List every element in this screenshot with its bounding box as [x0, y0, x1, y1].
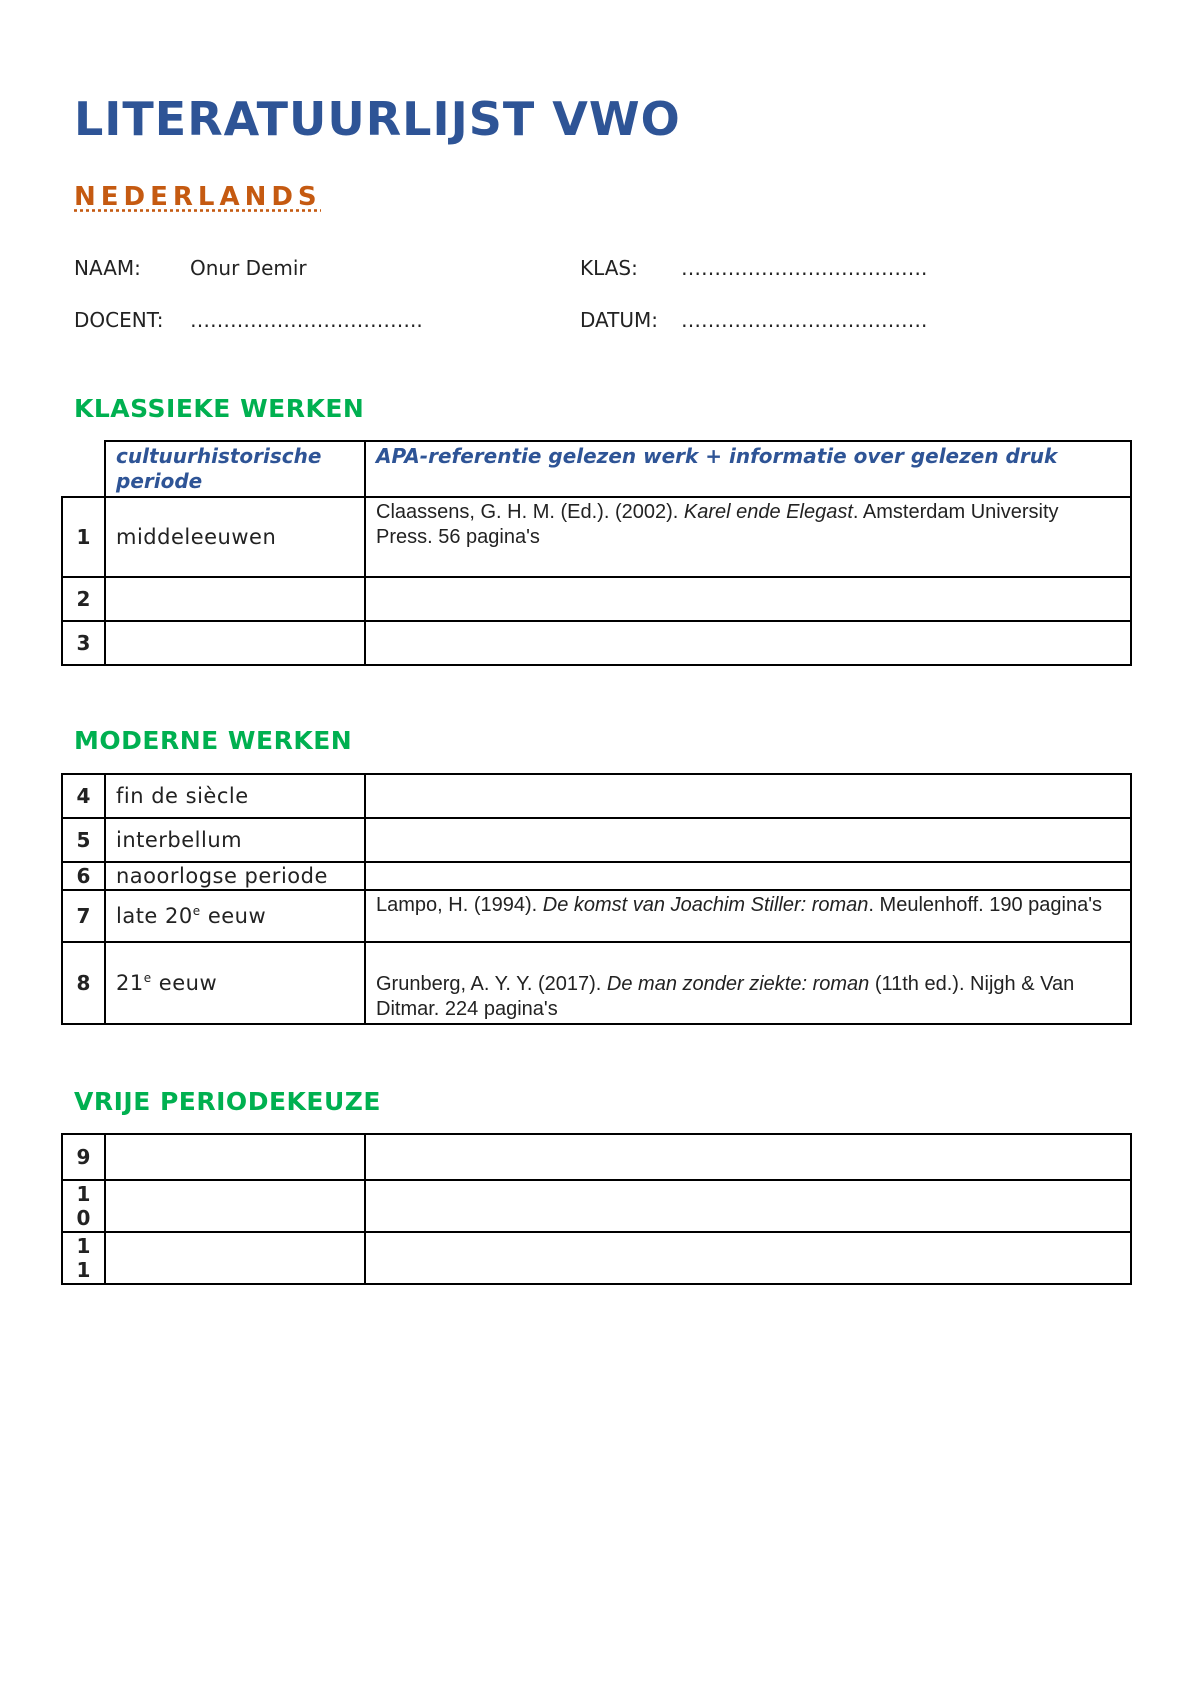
period-cell[interactable]	[105, 890, 365, 942]
reference-publisher: (11th ed.). Nijgh & Van Ditmar. 224 pagina's	[376, 973, 1075, 1020]
period-cell[interactable]	[105, 942, 365, 1024]
period-cell[interactable]	[105, 621, 365, 665]
docent-label: DOCENT:	[74, 308, 164, 332]
row-number: 4	[62, 774, 105, 818]
period-cell[interactable]: fin de siècle	[105, 774, 365, 818]
reference-cell[interactable]	[365, 942, 1131, 1024]
period-cell[interactable]: naoorlogse periode	[105, 862, 365, 890]
period-text-suffix: eeuw	[151, 971, 218, 995]
reference-cell[interactable]	[365, 497, 1131, 577]
reference-cell[interactable]	[365, 890, 1131, 942]
vrije-periodekeuze-table	[61, 1133, 1132, 1285]
row-number: 5	[62, 818, 105, 862]
reference-publisher: . Meulenhoff. 190 pagina's	[868, 894, 1103, 916]
period-cell[interactable]	[105, 577, 365, 621]
row-number: 1	[62, 497, 105, 577]
reference-cell[interactable]	[365, 862, 1131, 890]
table-row	[62, 577, 1131, 621]
section-vrije-periodekeuze: VRIJE PERIODEKEUZE	[74, 1087, 381, 1116]
header-empty-cell	[62, 441, 105, 497]
period-superscript: e	[192, 904, 201, 918]
subject-heading: NEDERLANDS	[74, 182, 322, 212]
row-number: 11	[62, 1232, 105, 1284]
table-row	[62, 497, 1131, 577]
datum-value: ……………………………….	[681, 308, 928, 332]
naam-field	[74, 256, 307, 280]
naam-value: Onur Demir	[190, 256, 307, 280]
row-number: 8	[62, 942, 105, 1024]
table-row	[62, 1180, 1131, 1232]
reference-cell[interactable]	[365, 1180, 1131, 1232]
period-cell[interactable]	[105, 1232, 365, 1284]
klassieke-werken-table	[61, 440, 1132, 666]
section-moderne-werken: MODERNE WERKEN	[74, 726, 353, 755]
datum-label: DATUM:	[580, 308, 659, 332]
reference-author: Lampo, H. (1994).	[376, 894, 543, 916]
table-row	[62, 818, 1131, 862]
reference-cell[interactable]	[365, 577, 1131, 621]
table-row	[62, 890, 1131, 942]
reference-title: Karel ende Elegast	[683, 501, 853, 523]
klas-value: ……………………………….	[681, 256, 928, 280]
period-cell[interactable]: interbellum	[105, 818, 365, 862]
reference-author: Grunberg, A. Y. Y. (2017).	[376, 973, 607, 995]
row-number: 3	[62, 621, 105, 665]
period-cell[interactable]: middeleeuwen	[105, 497, 365, 577]
datum-field	[580, 308, 928, 332]
period-text: 21	[116, 971, 144, 995]
table-row	[62, 1134, 1131, 1180]
reference-cell[interactable]	[365, 1232, 1131, 1284]
header-referentie: APA-referentie gelezen werk + informatie over gelezen druk	[365, 441, 1131, 497]
reference-cell[interactable]	[365, 774, 1131, 818]
row-number: 10	[62, 1180, 105, 1232]
section-klassieke-werken: KLASSIEKE WERKEN	[74, 394, 365, 423]
docent-field	[74, 308, 423, 332]
table-row	[62, 621, 1131, 665]
klas-label: KLAS:	[580, 256, 638, 280]
reference-title: De komst van Joachim Stiller: roman	[542, 894, 869, 916]
table-row	[62, 942, 1131, 1024]
reference-publisher: . Amsterdam University Press. 56 pagina's	[376, 501, 1059, 548]
reference-cell[interactable]	[365, 621, 1131, 665]
naam-label: NAAM:	[74, 256, 141, 280]
table-row	[62, 862, 1131, 890]
klas-field	[580, 256, 928, 280]
docent-value: ……………………………..	[190, 308, 423, 332]
table-header-row	[62, 441, 1131, 497]
period-superscript: e	[143, 971, 152, 985]
reference-title: De man zonder ziekte: roman	[606, 973, 870, 995]
moderne-werken-table	[61, 773, 1132, 1025]
row-number: 6	[62, 862, 105, 890]
reference-cell[interactable]	[365, 1134, 1131, 1180]
row-number: 7	[62, 890, 105, 942]
row-number: 9	[62, 1134, 105, 1180]
table-row	[62, 774, 1131, 818]
reference-cell[interactable]	[365, 818, 1131, 862]
period-cell[interactable]	[105, 1180, 365, 1232]
row-number: 2	[62, 577, 105, 621]
page-title: LITERATUURLIJST VWO	[74, 92, 681, 146]
period-text-suffix: eeuw	[200, 904, 267, 928]
period-cell[interactable]	[105, 1134, 365, 1180]
period-text: late 20	[116, 904, 193, 928]
header-periode: cultuurhistorische periode	[105, 441, 365, 497]
reference-author: Claassens, G. H. M. (Ed.). (2002).	[376, 501, 684, 523]
table-row	[62, 1232, 1131, 1284]
